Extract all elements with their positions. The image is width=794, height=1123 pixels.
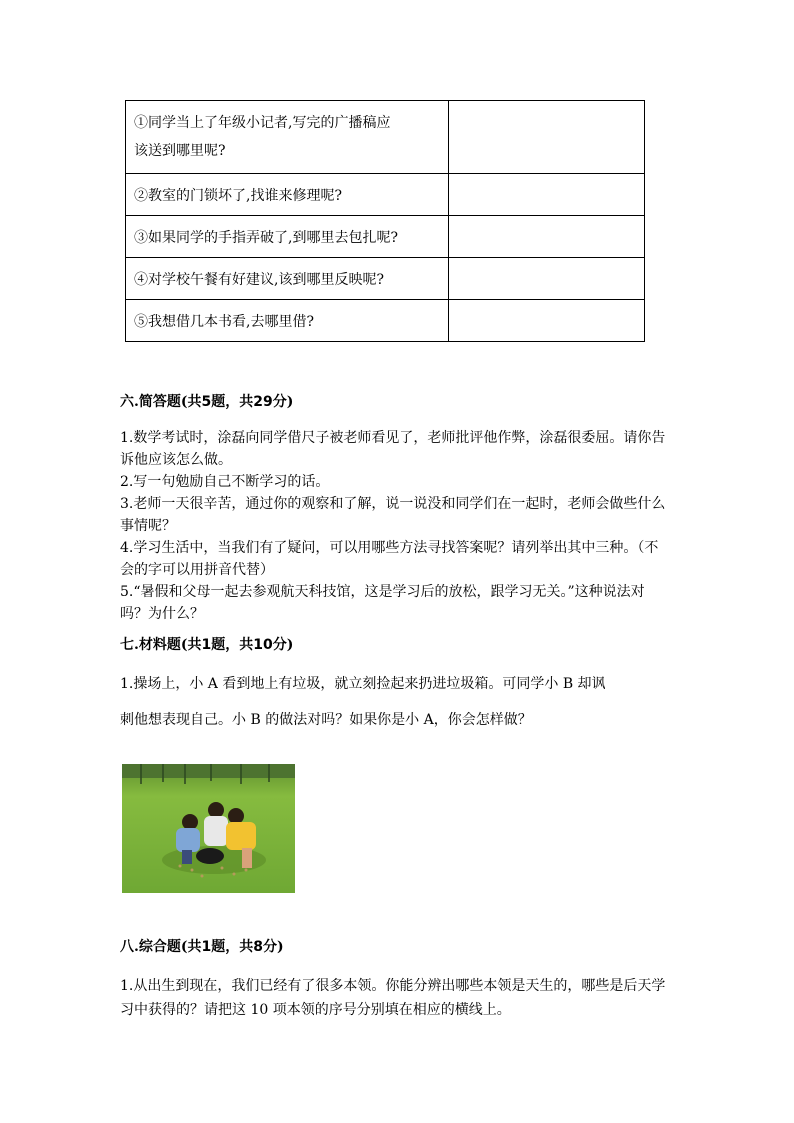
answer-cell[interactable] (449, 101, 645, 174)
question-answer-table (125, 100, 645, 342)
material-text: 刺他想表现自己。小 B 的做法对吗？如果你是小 A，你会怎样做？ (120, 712, 532, 728)
answer-cell[interactable] (449, 174, 645, 216)
answer-cell[interactable] (449, 300, 645, 342)
section-8-question (120, 974, 670, 1022)
photo-illustration (122, 764, 295, 893)
table-row (126, 174, 645, 216)
question-text: 该送到哪里呢? (134, 143, 226, 159)
question-cell (126, 101, 449, 174)
section-6-questions (120, 427, 670, 625)
children-picking-litter-photo (122, 764, 295, 893)
answer-cell[interactable] (449, 258, 645, 300)
table-row (126, 216, 645, 258)
section-6-title: 六.简答题(共5题，共29分) (120, 394, 294, 410)
question-item: 5.“暑假和父母一起去参观航天科技馆，这是学习后的放松，跟学习无关。”这种说法对吗？为什么？ (120, 584, 645, 622)
question-item: 3.老师一天很辛苦，通过你的观察和了解，说一说没和同学们在一起时，老师会做些什么事情呢？ (120, 496, 666, 534)
table-row (126, 300, 645, 342)
question-item: 2.写一句勉励自己不断学习的话。 (120, 474, 330, 490)
material-text: 1.操场上，小 A 看到地上有垃圾，就立刻捡起来扔进垃圾箱。可同学小 B 却讽 (120, 676, 606, 692)
question-text: ①同学当上了年级小记者,写完的广播稿应 (134, 115, 391, 131)
section-7-material (120, 666, 670, 738)
question-item: 1.从出生到现在，我们已经有了很多本领。你能分辨出哪些本领是天生的，哪些是后天学习中获得的？请把这 10 项本领的序号分别填在相应的横线上。 (120, 978, 666, 1018)
section-7-title: 七.材料题(共1题，共10分) (120, 637, 294, 653)
question-cell: ④对学校午餐有好建议,该到哪里反映呢? (126, 258, 449, 300)
question-item: 4.学习生活中，当我们有了疑问，可以用哪些方法寻找答案呢？请列举出其中三种。（不会的字可以用拼音代替） (120, 540, 659, 578)
question-cell: ②教室的门锁坏了,找谁来修理呢? (126, 174, 449, 216)
question-cell: ⑤我想借几本书看,去哪里借? (126, 300, 449, 342)
section-8-title: 八.综合题(共1题，共8分) (120, 939, 284, 955)
table-row (126, 258, 645, 300)
answer-cell[interactable] (449, 216, 645, 258)
question-cell: ③如果同学的手指弄破了,到哪里去包扎呢? (126, 216, 449, 258)
question-item: 1.数学考试时，涂磊向同学借尺子被老师看见了，老师批评他作弊，涂磊很委屈。请你告诉他应该怎么做。 (120, 430, 666, 468)
table-row (126, 101, 645, 174)
